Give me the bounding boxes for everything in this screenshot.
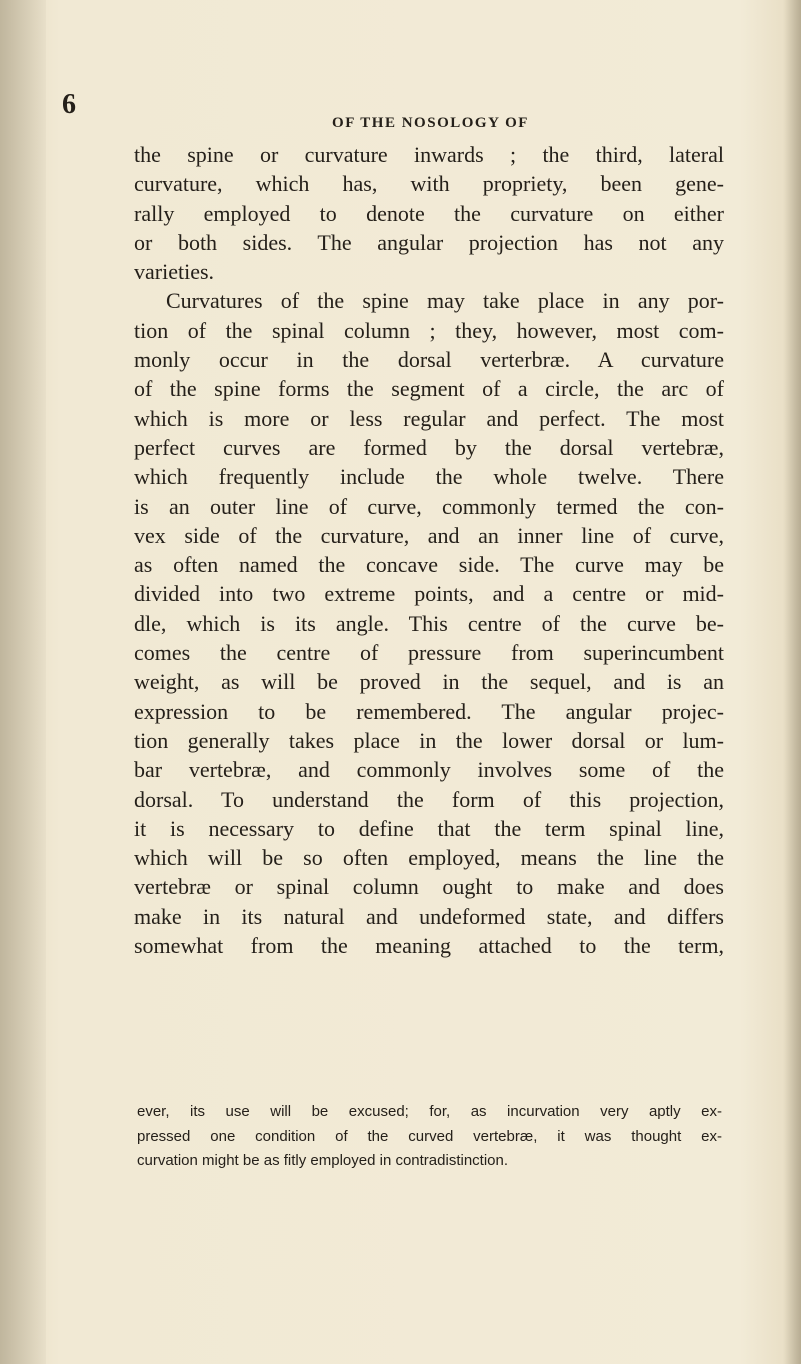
body-text [134,140,724,960]
text-line: of the spine forms the segment of a circle, the arc of [134,376,724,402]
text-line: weight, as will be proved in the sequel, and is an [134,669,724,695]
text-line: or both sides. The angular projection has not any [134,229,724,255]
text-line: make in its natural and undeformed state, and differs [134,903,724,929]
text-line: perfect curves are formed by the dorsal vertebræ, [134,434,724,460]
footnote-line: pressed one condition of the curved vertebræ, it was thought ex- [137,1127,722,1145]
text-line: it is necessary to define that the term spinal line, [134,815,724,841]
text-line: tion of the spinal column ; they, however, most com- [134,317,724,343]
text-line: vertebræ or spinal column ought to make and does [134,874,724,900]
text-line: somewhat from the meaning attached to the term, [134,933,724,959]
text-line: vex side of the curvature, and an inner line of curve, [134,522,724,548]
text-line: dorsal. To understand the form of this projection, [134,786,724,812]
text-line: is an outer line of curve, commonly termed the con- [134,493,724,519]
text-line: dle, which is its angle. This centre of the curve be- [134,610,724,636]
text-line: varieties. [134,259,215,285]
running-head: OF THE NOSOLOGY OF [332,115,529,131]
text-line: rally employed to denote the curvature on either [134,200,724,226]
text-line: tion generally takes place in the lower dorsal or lum- [134,727,724,753]
footnote [137,1100,722,1174]
page-number: 6 [62,89,76,120]
text-line: comes the centre of pressure from superincumbent [134,640,724,666]
footnote-line: curvation might be as fitly employed in contradistinction. [137,1152,509,1169]
footnote-line: ever, its use will be excused; for, as incurvation very aptly ex- [137,1103,722,1120]
binding-shadow [0,0,46,1364]
text-line: divided into two extreme points, and a centre or mid- [134,581,724,607]
text-line: as often named the concave side. The curve may be [134,552,724,578]
page-edge [783,0,801,1364]
text-line: monly occur in the dorsal verterbræ. A curvature [134,347,724,373]
text-line: the spine or curvature inwards ; the third, lateral [134,142,724,167]
text-line: expression to be remembered. The angular projec- [134,698,724,724]
text-line: which will be so often employed, means the line the [134,845,724,871]
text-line: Curvatures of the spine may take place in any por- [166,288,724,314]
text-line: curvature, which has, with propriety, been gene- [134,171,724,197]
text-line: bar vertebræ, and commonly involves some of the [134,757,724,783]
text-line: which frequently include the whole twelve. There [134,464,724,490]
text-line: which is more or less regular and perfect. The most [134,405,724,431]
